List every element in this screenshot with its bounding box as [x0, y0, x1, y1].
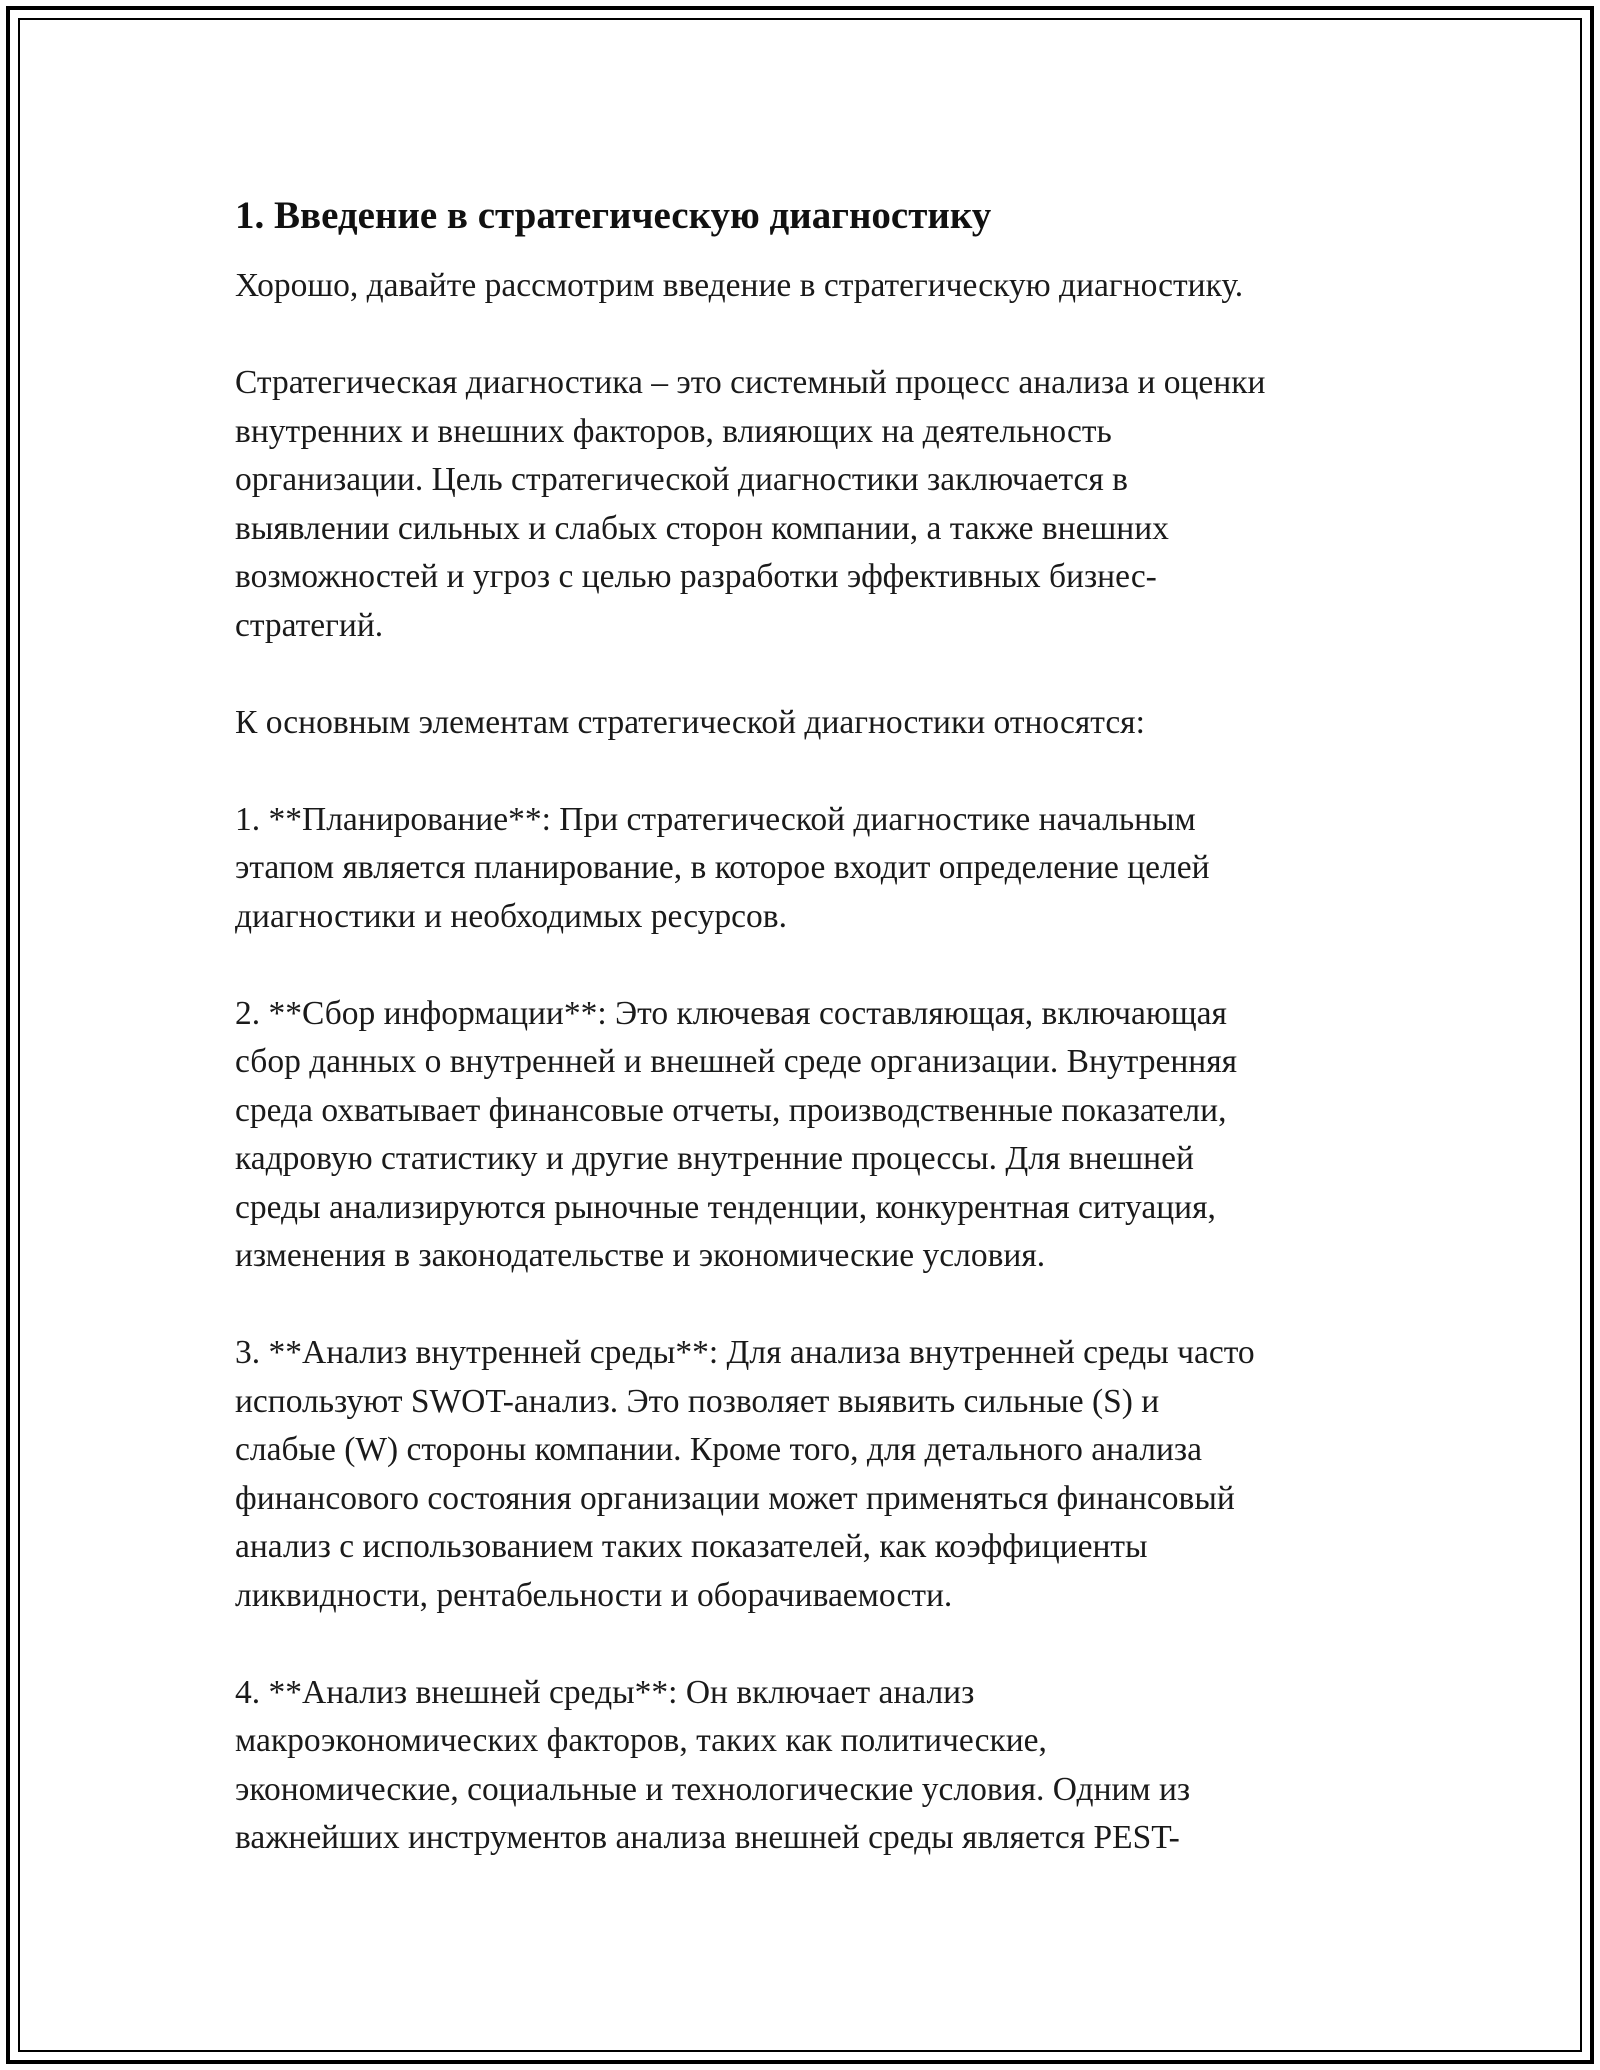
list-item-information-collection: 2. **Сбор информации**: Это ключевая составляющая, включающая сбор данных о внутренней и внешней среде организации. Внутренняя среда охватывает финансовые отчеты, производственные показатели, кадровую статистику и другие внутренние процессы. Для внешней среды анализируются рыночные тенденции, конкурентная ситуация, изменения в законодательстве и экономические условия. [235, 994, 1238, 1274]
paragraph-intro: Хорошо, давайте рассмотрим введение в стратегическую диагностику. [235, 267, 1244, 304]
list-item-external-analysis: 4. **Анализ внешней среды**: Он включает анализ макроэкономических факторов, таких как политические, экономические, социальные и технологические условия. Одним из важнейших инструментов анализа внешней среды является PEST- [235, 1673, 1191, 1856]
document-body [235, 188, 1375, 1863]
paragraph-elements-lead: К основным элементам стратегической диагностики относятся: [235, 703, 1145, 741]
list-item-planning: 1. **Планирование**: При стратегической диагностике начальным этапом является планирование, в которое входит определение целей диагностики и необходимых ресурсов. [235, 800, 1210, 935]
section-heading: 1. Введение в стратегическую диагностику [235, 194, 992, 237]
list-item-internal-analysis: 3. **Анализ внутренней среды**: Для анализа внутренней среды часто используют SWOT-анализ. Это позволяет выявить сильные (S) и слабые (W) стороны компании. Кроме того, для детального анализа финансового состояния организации может применяться финансовый анализ с использованием таких показателей, как коэффициенты ликвидности, рентабельности и оборачиваемости. [235, 1334, 1255, 1614]
paragraph-definition: Стратегическая диагностика – это системный процесс анализа и оценки внутренних и внешних факторов, влияющих на деятельность организации. Цель стратегической диагностики заключается в выявлении сильных и слабых сторон компании, а также внешних возможностей и угроз с целью разработки эффективных бизнес- стратегий. [235, 364, 1266, 644]
